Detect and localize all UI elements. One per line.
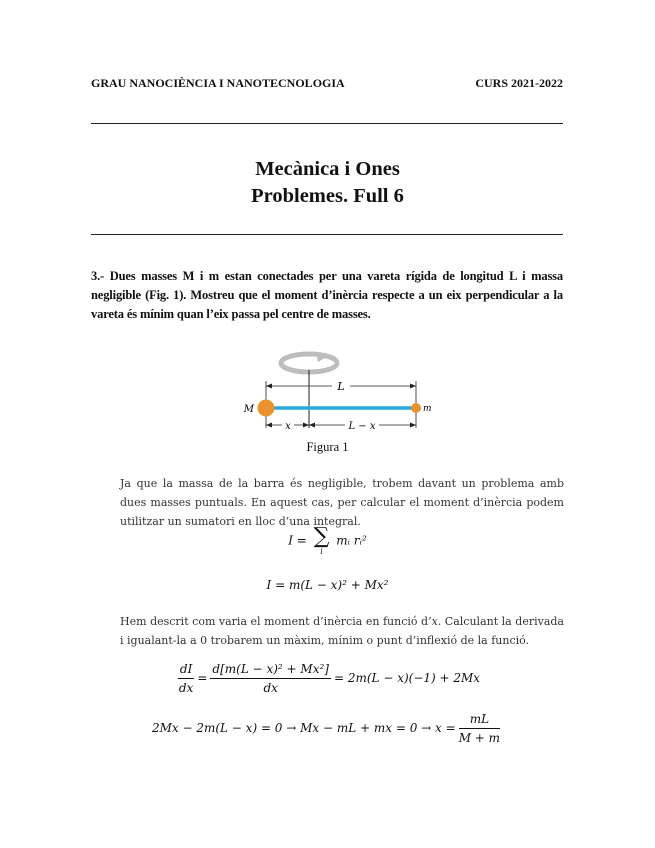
eq3-num: d[m(L − x)² + Mx²] xyxy=(210,662,331,679)
page-title: Mecànica i Ones xyxy=(255,158,400,180)
answer-p2-var: x xyxy=(431,615,438,628)
equation-sum xyxy=(0,526,655,556)
eq4-lhs: 2Mx − 2m(L − x) = 0 → Mx − mL + mx = 0 → x = xyxy=(151,721,456,735)
eq4-frac xyxy=(459,712,500,745)
eq3-den: dx xyxy=(263,681,278,695)
figure-caption: Figura 1 xyxy=(306,440,349,454)
figure-rod-masses xyxy=(236,348,436,438)
eq3-lhs-den: dx xyxy=(178,681,194,695)
eq3-lhs-frac xyxy=(178,662,194,695)
equation-derivative: $\frac{dI}{dx}$ = $\frac{\text{d[m(L − x)² + Mx²]}}{dx}$ = 2m(L − x)(−1) + 2Mx xyxy=(178,662,481,695)
problem-statement: 3.- Dues masses M i m estan conectades per una vareta rígida de longitud L i massa negligible (Fig. 1). Mostreu que el moment d’inèrcia respecte a un eix perpendicular a la vareta és mínim quan l’eix passa pel centre de masses. xyxy=(91,269,563,321)
header-course-year: CURS 2021-2022 xyxy=(475,76,563,90)
eq1-rhs: mᵢ rᵢ² xyxy=(336,533,367,548)
eq4-num: mL xyxy=(459,712,500,729)
mass-M xyxy=(258,400,275,417)
eq3-frac xyxy=(210,662,331,695)
title-rule-bottom xyxy=(91,234,563,235)
equation-inertia: I = m(L − x)² + Mx² xyxy=(266,578,389,592)
answer-p2-text-b: . Calculant la derivada i igualant-la a 0 trobarem un màxim, mínim o punt d’inflexió de la funció. xyxy=(120,615,564,647)
eq3-rhs: = 2m(L − x)(−1) + 2Mx xyxy=(333,671,481,685)
label-L: L xyxy=(337,380,345,393)
label-L-minus-x: L − x xyxy=(348,421,376,432)
rotation-arrow-icon xyxy=(281,352,337,372)
header-program: GRAU NANOCIÈNCIA I NANOTECNOLOGIA xyxy=(91,76,345,90)
answer-p2-text-a: Hem descrit com varia el moment d’inèrcia en funció d’ xyxy=(120,615,432,628)
answer-paragraph-2 xyxy=(120,612,564,650)
mass-m xyxy=(411,403,421,413)
header-rule-top xyxy=(91,123,563,124)
eq4-den: M + m xyxy=(458,731,501,745)
page-header xyxy=(91,76,563,91)
summation-icon: ∑ i xyxy=(313,524,330,556)
eq1-index: i xyxy=(320,547,323,556)
label-x: x xyxy=(285,421,291,432)
equation-solution xyxy=(0,712,655,745)
eq1-lhs: I = xyxy=(288,533,307,548)
label-m: m xyxy=(423,404,432,414)
eq3-lhs-num: dI xyxy=(178,662,194,679)
label-M: M xyxy=(243,404,254,415)
answer-paragraph-1: Ja que la massa de la barra és negligible, trobem davant un problema amb dues masses puntuals. En aquest cas, per calcular el moment d’inèrcia podem utilitzar un sumatori en lloc d’una integral. xyxy=(120,477,564,528)
page-subtitle: Problemes. Full 6 xyxy=(251,185,404,207)
